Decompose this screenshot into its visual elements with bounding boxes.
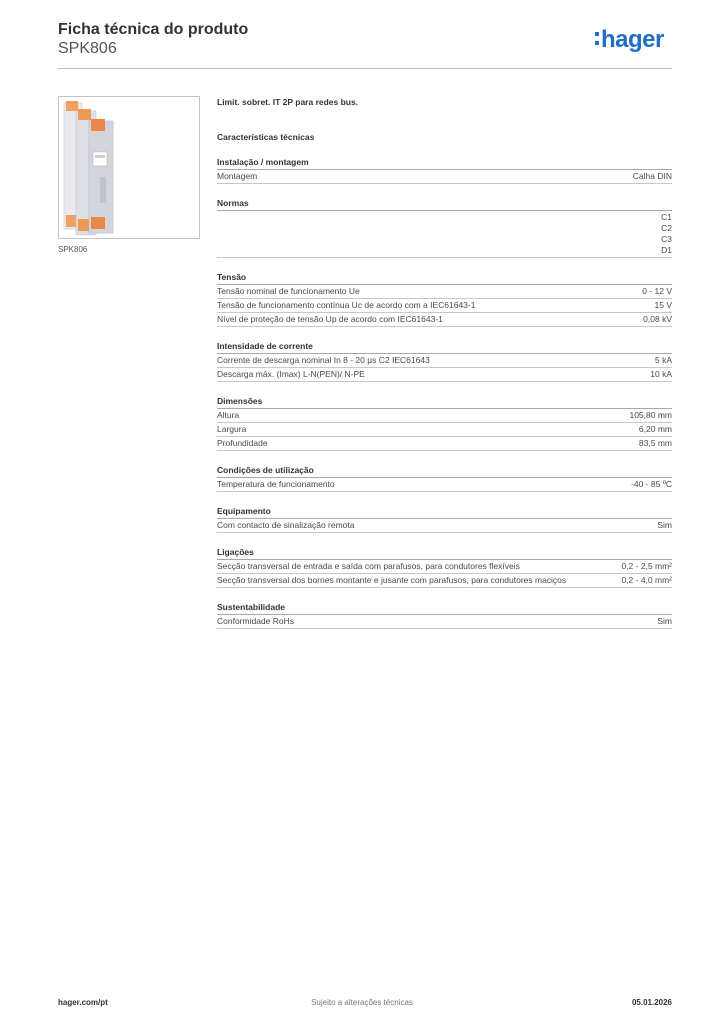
product-image (58, 96, 200, 239)
spec-value: 0,08 kV (643, 314, 672, 324)
logo-text: hager (601, 26, 664, 53)
spec-value: Sim (657, 520, 672, 530)
spec-label: Nível de proteção de tensão Up de acordo com IEC61643-1 (217, 314, 443, 324)
image-caption: SPK806 (58, 245, 88, 254)
footer-date: 05.01.2026 (631, 998, 672, 1007)
spec-label: Secção transversal dos bornes montante e jusante com parafusos, para condutores maciços (217, 575, 567, 585)
spec-group (217, 465, 672, 492)
spec-label: Corrente de descarga nominal In 8 - 20 µs C2 IEC61643 (217, 355, 430, 365)
spec-groups (217, 157, 672, 629)
page-title: Ficha técnica do produto (58, 21, 249, 38)
spec-group-title: Tensão (217, 272, 672, 285)
spec-value: 6,20 mm (638, 424, 672, 434)
spec-label: Temperatura de funcionamento (217, 479, 335, 489)
spec-value: 5 kA (654, 355, 672, 365)
spec-row (217, 437, 672, 451)
spec-value: 0,2 - 2,5 mm² (621, 561, 672, 571)
spec-group (217, 341, 672, 382)
spec-row (217, 313, 672, 327)
spec-row (217, 615, 672, 629)
spec-value: 10 kA (650, 369, 672, 379)
spec-group-title: Sustentabilidade (217, 602, 672, 615)
surge-protector-module-image (59, 97, 199, 238)
spec-row (217, 423, 672, 437)
spec-group-title: Normas (217, 198, 672, 211)
spec-group-title: Condições de utilização (217, 465, 672, 478)
spec-row (217, 478, 672, 492)
spec-value: Sim (657, 616, 672, 626)
footer-notice: Sujeito a alterações técnicas (311, 998, 413, 1007)
spec-group-title: Ligações (217, 547, 672, 560)
spec-group-title: Equipamento (217, 506, 672, 519)
spec-row (217, 409, 672, 423)
spec-row (217, 354, 672, 368)
spec-content (217, 96, 672, 629)
spec-group-title: Instalação / montagem (217, 157, 672, 170)
footer-website[interactable]: hager.com/pt (58, 998, 108, 1007)
spec-value (661, 212, 672, 256)
spec-label: Largura (217, 424, 247, 434)
spec-row (217, 211, 672, 258)
spec-row (217, 368, 672, 382)
spec-row (217, 574, 672, 588)
spec-label: Tensão de funcionamento contínua Uc de acordo com a IEC61643-1 (217, 300, 476, 310)
spec-label: Tensão nominal de funcionamento Ue (217, 286, 360, 296)
spec-group (217, 157, 672, 184)
product-description: Limit. sobret. IT 2P para redes bus. (217, 97, 359, 107)
spec-value: 15 V (654, 300, 672, 310)
product-code: SPK806 (58, 40, 117, 57)
spec-row (217, 519, 672, 533)
logo-dots-icon (595, 32, 599, 50)
spec-label: Secção transversal de entrada e saída com parafusos, para condutores flexíveis (217, 561, 520, 571)
spec-group (217, 547, 672, 588)
spec-group (217, 272, 672, 327)
spec-group (217, 506, 672, 533)
spec-value: Calha DIN (632, 171, 672, 181)
spec-value: 0,2 - 4,0 mm² (621, 575, 672, 585)
header-divider (58, 68, 672, 69)
spec-label: Altura (217, 410, 240, 420)
spec-label: Montagem (217, 171, 258, 181)
spec-label: Conformidade RoHs (217, 616, 295, 626)
spec-row (217, 170, 672, 184)
spec-label (217, 212, 661, 256)
spec-group (217, 396, 672, 451)
spec-label: Com contacto de sinalização remota (217, 520, 355, 530)
spec-value: 83,5 mm (638, 438, 672, 448)
spec-row (217, 299, 672, 313)
spec-group-title: Intensidade de corrente (217, 341, 672, 354)
spec-value-item: C2 (661, 223, 672, 233)
spec-label: Profundidade (217, 438, 268, 448)
spec-row (217, 560, 672, 574)
section-title: Características técnicas (217, 132, 315, 142)
spec-value-item: C3 (661, 234, 672, 244)
hager-logo (595, 28, 664, 52)
spec-group (217, 602, 672, 629)
spec-group-title: Dimensões (217, 396, 672, 409)
spec-row (217, 285, 672, 299)
spec-value: 105,80 mm (629, 410, 672, 420)
spec-value: 0 - 12 V (642, 286, 672, 296)
spec-group (217, 198, 672, 258)
spec-value-item: C1 (661, 212, 672, 222)
spec-label: Descarga máx. (Imax) L-N(PEN)/ N-PE (217, 369, 365, 379)
spec-value-item: D1 (661, 245, 672, 255)
spec-value: -40 - 85 ºC (631, 479, 672, 489)
